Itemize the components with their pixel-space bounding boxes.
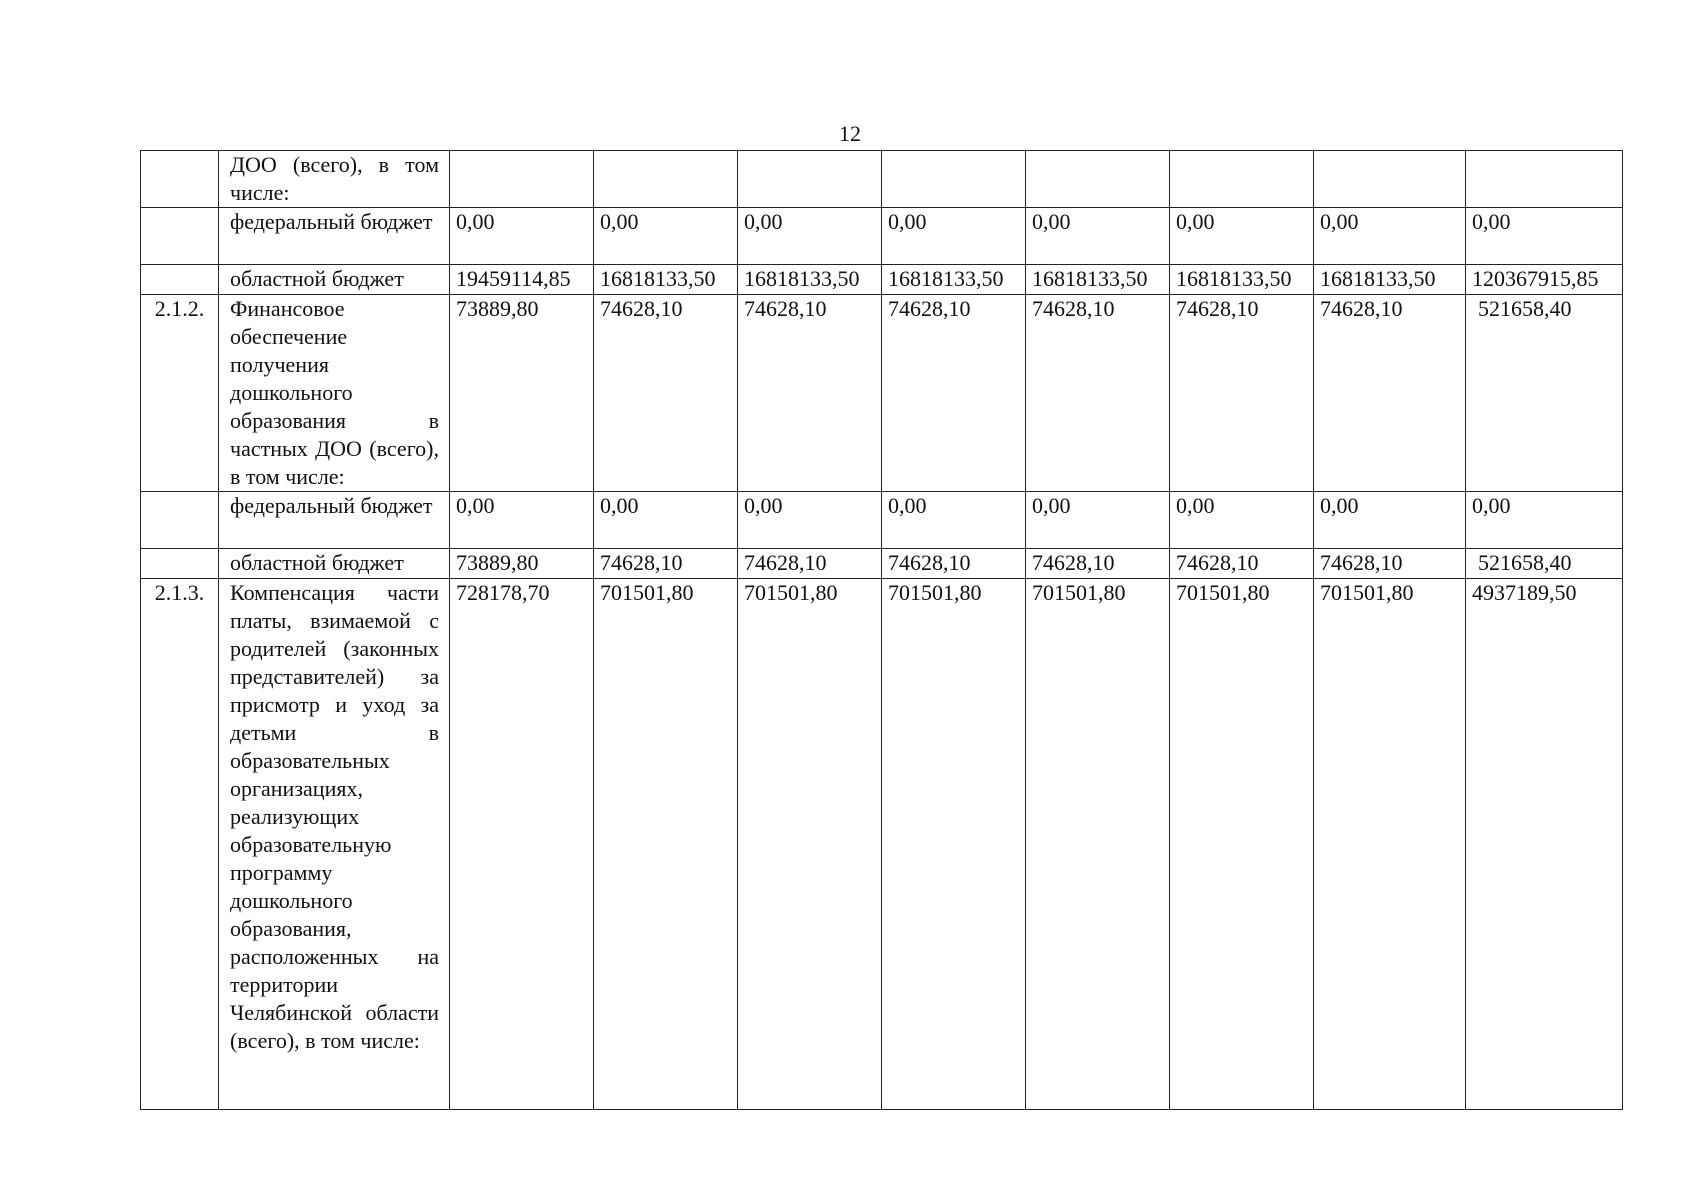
value-cell: 74628,10 — [738, 295, 882, 492]
value-cell — [882, 151, 1026, 208]
budget-table — [140, 150, 1623, 1110]
value-cell: 701501,80 — [1026, 579, 1170, 1110]
value-cell: 16818133,50 — [1314, 265, 1466, 295]
value-cell: 701501,80 — [594, 579, 738, 1110]
value-cell: 16818133,50 — [1170, 265, 1314, 295]
value-cell — [594, 151, 738, 208]
row-description: федеральный бюджет — [219, 208, 450, 265]
value-cell: 0,00 — [882, 208, 1026, 265]
total-cell: 0,00 — [1466, 208, 1623, 265]
table-row — [141, 295, 1623, 492]
value-cell: 16818133,50 — [1026, 265, 1170, 295]
value-cell: 701501,80 — [1314, 579, 1466, 1110]
value-cell: 701501,80 — [1170, 579, 1314, 1110]
value-cell: 74628,10 — [1314, 295, 1466, 492]
value-cell: 0,00 — [1314, 492, 1466, 549]
row-description: областной бюджет — [219, 549, 450, 579]
value-cell: 728178,70 — [450, 579, 594, 1110]
total-cell: 521658,40 — [1466, 549, 1623, 579]
value-cell: 0,00 — [1026, 208, 1170, 265]
value-cell: 74628,10 — [594, 549, 738, 579]
total-cell: 521658,40 — [1466, 295, 1623, 492]
value-cell: 73889,80 — [450, 295, 594, 492]
value-cell: 0,00 — [1026, 492, 1170, 549]
value-cell: 74628,10 — [1170, 295, 1314, 492]
value-cell — [738, 151, 882, 208]
value-cell: 16818133,50 — [738, 265, 882, 295]
value-cell: 74628,10 — [594, 295, 738, 492]
value-cell: 0,00 — [1170, 208, 1314, 265]
table-row — [141, 265, 1623, 295]
value-cell: 16818133,50 — [882, 265, 1026, 295]
row-number: 2.1.3. — [141, 579, 219, 1110]
value-cell: 0,00 — [594, 492, 738, 549]
row-number — [141, 265, 219, 295]
value-cell: 74628,10 — [882, 295, 1026, 492]
value-cell: 74628,10 — [1026, 549, 1170, 579]
page-number: 12 — [839, 121, 861, 146]
row-number — [141, 151, 219, 208]
value-cell: 701501,80 — [882, 579, 1026, 1110]
total-cell: 4937189,50 — [1466, 579, 1623, 1110]
value-cell: 0,00 — [1170, 492, 1314, 549]
value-cell: 0,00 — [450, 208, 594, 265]
table-row — [141, 492, 1623, 549]
value-cell: 73889,80 — [450, 549, 594, 579]
value-cell: 74628,10 — [1026, 295, 1170, 492]
value-cell: 19459114,85 — [450, 265, 594, 295]
total-cell: 0,00 — [1466, 492, 1623, 549]
value-cell — [1314, 151, 1466, 208]
row-description: областной бюджет — [219, 265, 450, 295]
row-description: ДОО (всего), в том числе: — [219, 151, 450, 208]
value-cell: 701501,80 — [738, 579, 882, 1110]
total-cell — [1466, 151, 1623, 208]
value-cell — [450, 151, 594, 208]
value-cell: 0,00 — [738, 208, 882, 265]
row-number: 2.1.2. — [141, 295, 219, 492]
value-cell: 0,00 — [594, 208, 738, 265]
value-cell — [1026, 151, 1170, 208]
table-row — [141, 549, 1623, 579]
row-description: Компенсация части платы, взимаемой с родителей (законных представителей) за присмотр и уход за детьми в образовательных организациях, реализующих образовательную программу дошкольного образования, расположенных на территории Челябинской области (всего), в том числе: — [219, 579, 450, 1110]
value-cell: 0,00 — [450, 492, 594, 549]
row-number — [141, 549, 219, 579]
table-row — [141, 579, 1623, 1110]
value-cell: 74628,10 — [882, 549, 1026, 579]
total-cell: 120367915,85 — [1466, 265, 1623, 295]
value-cell: 74628,10 — [1170, 549, 1314, 579]
value-cell: 16818133,50 — [594, 265, 738, 295]
value-cell: 0,00 — [882, 492, 1026, 549]
value-cell: 0,00 — [1314, 208, 1466, 265]
row-number — [141, 492, 219, 549]
value-cell — [1170, 151, 1314, 208]
row-description: Финансовое обеспечение получения дошкольного образования в частных ДОО (всего), в том числе: — [219, 295, 450, 492]
value-cell: 0,00 — [738, 492, 882, 549]
table-row — [141, 208, 1623, 265]
row-description: федеральный бюджет — [219, 492, 450, 549]
value-cell: 74628,10 — [738, 549, 882, 579]
table-row — [141, 151, 1623, 208]
row-number — [141, 208, 219, 265]
value-cell: 74628,10 — [1314, 549, 1466, 579]
